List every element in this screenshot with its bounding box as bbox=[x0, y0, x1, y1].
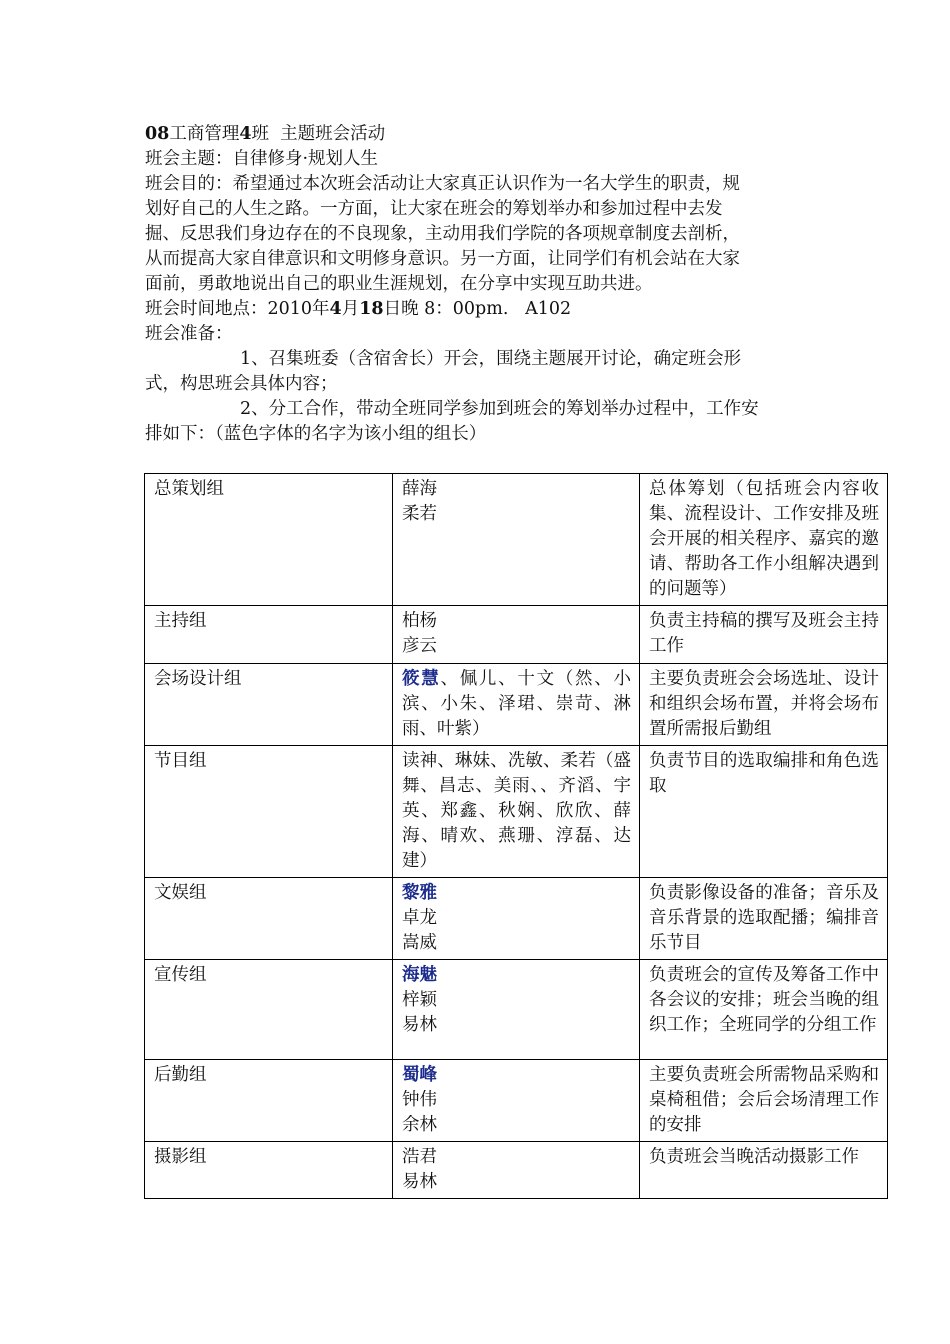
step1-line-1: 1、召集班委（含宿舍长）开会，围绕主题展开讨论，确定班会形 bbox=[240, 349, 742, 369]
group-leader-name: 筱慧 bbox=[402, 669, 441, 689]
duty-cell: 负责主持稿的撰写及班会主持工作 bbox=[640, 606, 888, 664]
meeting-time-place bbox=[145, 297, 815, 322]
members-cell bbox=[393, 606, 640, 664]
step2-line-2: 排如下：（蓝色字体的名字为该小组的组长） bbox=[145, 424, 487, 444]
member-names: 、佩儿、十文（然、小滨、小朱、泽珺、崇苛、淋雨、叶紫） bbox=[402, 669, 632, 739]
step2-line-1: 2、分工合作，带动全班同学参加到班会的筹划举办过程中，工作安 bbox=[240, 399, 759, 419]
members-cell: 读神、琳妹、冼敏、柔若（盛舞、昌志、美雨、、齐滔、宇英、郑鑫、秋娴、欣欣、薛海、晴欢、燕珊、淳磊、达建） bbox=[393, 746, 640, 878]
time-rest: 日晚 8：00pm. A102 bbox=[383, 299, 572, 319]
members-cell bbox=[393, 1142, 640, 1199]
group-leader-name: 蜀峰 bbox=[402, 1065, 437, 1085]
title-major: 工商管理 bbox=[169, 124, 240, 144]
group-name-cell: 节目组 bbox=[145, 746, 393, 878]
purpose-line-3: 掘、反思我们身边存在的不良现象，主动用我们学院的各项规章制度去剖析， bbox=[145, 224, 740, 244]
group-name-cell: 文娱组 bbox=[145, 878, 393, 960]
intro-text bbox=[145, 122, 815, 447]
group-name-cell: 总策划组 bbox=[145, 474, 393, 606]
meeting-theme: 班会主题：自律修身·规划人生 bbox=[145, 149, 379, 169]
duty-cell: 负责班会当晚活动摄影工作 bbox=[640, 1142, 888, 1199]
member-name: 余林 bbox=[402, 1115, 437, 1135]
duty-cell: 主要负责班会会场选址、设计和组织会场布置，并将会场布置所需报后勤组 bbox=[640, 664, 888, 746]
duty-cell: 负责节目的选取编排和角色选取 bbox=[640, 746, 888, 878]
step1-line-2: 式，构思班会具体内容； bbox=[145, 374, 338, 394]
table-row bbox=[145, 606, 888, 664]
time-month-unit: 月 bbox=[341, 299, 360, 319]
table-row bbox=[145, 1142, 888, 1199]
duty-cell: 主要负责班会所需物品采购和桌椅租借；会后会场清理工作的安排 bbox=[640, 1060, 888, 1142]
members-cell bbox=[393, 1060, 640, 1142]
group-leader-name: 黎雅 bbox=[402, 883, 437, 903]
member-name: 柏杨 bbox=[402, 611, 437, 631]
title-activity: 班 主题班会活动 bbox=[251, 124, 386, 144]
member-name: 梓颖 bbox=[402, 990, 437, 1010]
member-name: 彦云 bbox=[402, 636, 437, 656]
member-name: 浩君 bbox=[402, 1147, 437, 1167]
group-name-cell: 后勤组 bbox=[145, 1060, 393, 1142]
duty-cell: 负责班会的宣传及筹备工作中各会议的安排；班会当晚的组织工作；全班同学的分组工作 bbox=[640, 960, 888, 1060]
table-row bbox=[145, 878, 888, 960]
preparation-heading: 班会准备： bbox=[145, 324, 233, 344]
table-row bbox=[145, 746, 888, 878]
group-name-cell: 宣传组 bbox=[145, 960, 393, 1060]
time-month: 4 bbox=[329, 299, 342, 319]
member-name: 钟伟 bbox=[402, 1090, 437, 1110]
table-row bbox=[145, 474, 888, 606]
purpose-line-2: 划好自己的人生之路。一方面，让大家在班会的筹划举办和参加过程中去发 bbox=[145, 199, 723, 219]
time-day: 18 bbox=[359, 299, 384, 319]
table-row bbox=[145, 960, 888, 1060]
duty-cell: 负责影像设备的准备；音乐及音乐背景的选取配播；编排音乐节目 bbox=[640, 878, 888, 960]
member-name: 嵩威 bbox=[402, 933, 437, 953]
title-class-number: 4 bbox=[239, 124, 252, 144]
members-cell bbox=[393, 960, 640, 1060]
time-year-unit: 年 bbox=[312, 299, 330, 319]
document-title bbox=[145, 122, 815, 147]
group-name-cell: 会场设计组 bbox=[145, 664, 393, 746]
member-name: 易林 bbox=[402, 1015, 437, 1035]
member-name: 薛海 bbox=[402, 479, 437, 499]
group-leader-name: 海魅 bbox=[402, 965, 437, 985]
table-row bbox=[145, 664, 888, 746]
purpose-line-1: 班会目的：希望通过本次班会活动让大家真正认识作为一名大学生的职责，规 bbox=[145, 174, 740, 194]
purpose-line-5: 面前，勇敢地说出自己的职业生涯规划，在分享中实现互助共进。 bbox=[145, 274, 653, 294]
group-name-cell: 摄影组 bbox=[145, 1142, 393, 1199]
member-name: 易林 bbox=[402, 1172, 437, 1192]
work-assignment-table bbox=[144, 473, 888, 1199]
members-cell bbox=[393, 664, 640, 746]
duty-cell: 总体筹划（包括班会内容收集、流程设计、工作安排及班会开展的相关程序、嘉宾的邀请、帮助各工作小组解决遇到的问题等） bbox=[640, 474, 888, 606]
table-row bbox=[145, 1060, 888, 1142]
member-name: 柔若 bbox=[402, 504, 437, 524]
members-cell bbox=[393, 474, 640, 606]
members-cell bbox=[393, 878, 640, 960]
purpose-line-4: 从而提高大家自律意识和文明修身意识。另一方面，让同学们有机会站在大家 bbox=[145, 249, 740, 269]
member-name: 卓龙 bbox=[402, 908, 437, 928]
time-place-label: 班会时间地点： bbox=[145, 299, 268, 319]
group-name-cell: 主持组 bbox=[145, 606, 393, 664]
time-year: 2010 bbox=[267, 299, 313, 319]
title-class-year: 08 bbox=[145, 124, 170, 144]
